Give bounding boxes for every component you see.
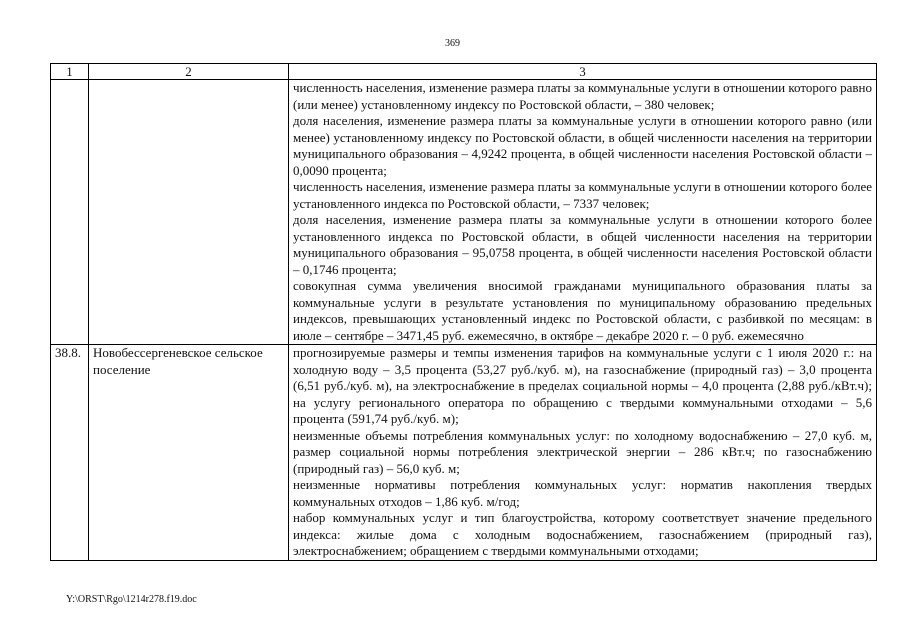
row-number-cell (51, 80, 89, 345)
municipality-cell: Новобессергеневское сельское поселение (89, 345, 289, 561)
page-number: 369 (445, 38, 460, 49)
column-header-2: 2 (89, 64, 289, 80)
municipality-cell (89, 80, 289, 345)
column-header-3: 3 (289, 64, 877, 80)
paragraph: набор коммунальных услуг и тип благоустройства, которому соответствует значение предельного индекса: жилые дома с холодным водоснабжением, газоснабжением (природный газ), электроснабжением; обращением с твердыми коммунальными отходами; (293, 510, 872, 558)
paragraph: прогнозируемые размеры и темпы изменения тарифов на коммунальные услуги с 1 июля 2020 г.: на холодную воду – 3,5 процента (53,27 руб./куб. м), на газоснабжение (природный газ) – 3,0 процента (6,51 руб./куб. м), на электроснабжение в пределах социальной нормы – 4,0 процента (2,88 руб./кВт.ч); на услугу регионального оператора по обращению с твердыми коммунальными отходами – 5,6 процента (591,74 руб./куб. м); (293, 345, 872, 426)
table-row (51, 80, 877, 345)
row-number-cell: 38.8. (51, 345, 89, 561)
document-table (50, 63, 877, 561)
table-header-row (51, 64, 877, 80)
paragraph: численность населения, изменение размера платы за коммунальные услуги в отношении которого равно (или менее) установленному индексу по Ростовской области, – 380 человек; (293, 80, 872, 112)
table-row (51, 345, 877, 561)
paragraph: доля населения, изменение размера платы за коммунальные услуги в отношении которого равно (или менее) установленному индексу по Ростовской области, в общей численности населения на территории муниципального образования – 4,9242 процента, в общей численности населения Ростовской области – 0,0090 процента; (293, 113, 872, 178)
description-cell (289, 345, 877, 561)
paragraph: неизменные нормативы потребления коммунальных услуг: норматив накопления твердых коммунальных отходов – 1,86 куб. м/год; (293, 477, 872, 509)
description-cell (289, 80, 877, 345)
paragraph: совокупная сумма увеличения вносимой гражданами муниципального образования платы за коммунальные услуги в результате установления по муниципальному образованию предельных индексов, превышающих установленный индекс по Ростовской области, с разбивкой по месяцам: в июле – сентябре – 3471,45 руб. ежемесячно, в октябре – декабре 2020 г. – 0 руб. ежемесячно (293, 278, 872, 343)
column-header-1: 1 (51, 64, 89, 80)
paragraph: неизменные объемы потребления коммунальных услуг: по холодному водоснабжению – 27,0 куб. м, размер социальной нормы потребления электрической энергии – 286 кВт.ч; по газоснабжению (природный газ) – 56,0 куб. м; (293, 427, 872, 476)
paragraph: доля населения, изменение размера платы за коммунальные услуги в отношении которого более установленного индекса по Ростовской области, в общей численности населения на территории муниципального образования – 95,0758 процента, в общей численности населения Ростовской области – 0,1746 процента; (293, 212, 872, 277)
paragraph: численность населения, изменение размера платы за коммунальные услуги в отношении которого более установленного индекса по Ростовской области, – 7337 человек; (293, 179, 872, 211)
footer-file-path: Y:\ORST\Rgo\1214r278.f19.doc (66, 594, 197, 605)
